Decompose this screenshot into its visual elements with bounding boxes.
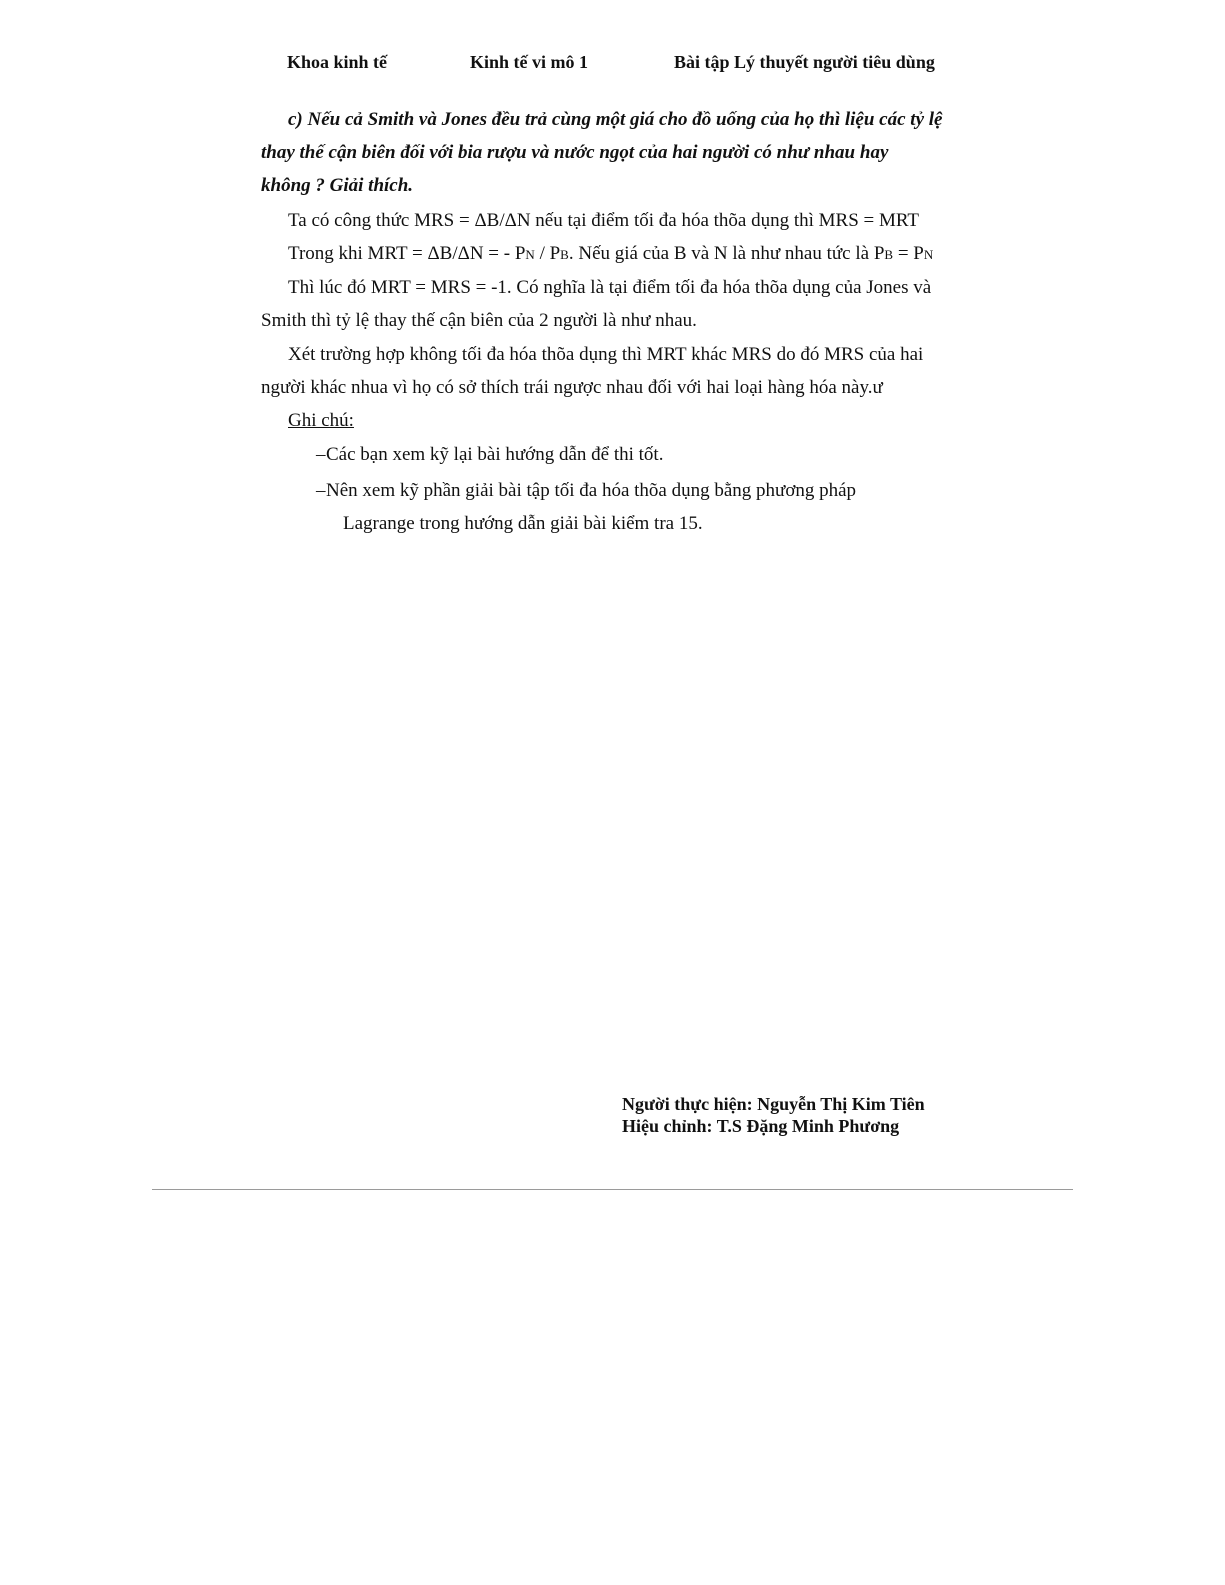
question-line-3: không ? Giải thích. xyxy=(261,175,414,196)
subscript-b: B xyxy=(560,247,569,262)
signature-author: Người thực hiện: Nguyễn Thị Kim Tiên xyxy=(622,1094,925,1114)
question-line-1: c) Nếu cả Smith và Jones đều trả cùng một giá cho đồ uống của họ thì liệu các tỷ lệ xyxy=(288,109,943,130)
signature-editor: Hiệu chỉnh: T.S Đặng Minh Phương xyxy=(622,1116,900,1136)
subscript-b: B xyxy=(884,247,894,262)
page-header xyxy=(0,52,1225,78)
answer-paragraph-4-line-1: Xét trường hợp không tối đa hóa thõa dụng thì MRT khác MRS do đó MRS của hai xyxy=(288,344,924,365)
answer-paragraph-3-line-1: Thì lúc đó MRT = MRS = -1. Có nghĩa là tại điểm tối đa hóa thõa dụng của Jones và xyxy=(288,277,932,298)
note-item-2 xyxy=(316,479,856,503)
subscript-n: N xyxy=(923,247,934,262)
note-item-2-text: Nên xem kỹ phần giải bài tập tối đa hóa thõa dụng bằng phương pháp xyxy=(326,480,857,501)
answer-paragraph-2 xyxy=(288,242,933,267)
answer-paragraph-1: Ta có công thức MRS = ΔB/ΔN nếu tại điểm tối đa hóa thõa dụng thì MRS = MRT xyxy=(288,210,920,231)
answer-p2-part-b: / P xyxy=(534,243,561,264)
note-title: Ghi chú: xyxy=(288,410,354,431)
answer-p2-part-a: Trong khi MRT = ΔB/ΔN = - P xyxy=(288,243,526,264)
note-item-1-text: Các bạn xem kỹ lại bài hướng dẫn để thi tốt. xyxy=(326,444,664,465)
subscript-n: N xyxy=(525,247,535,262)
note-item-2-continuation: Lagrange trong hướng dẫn giải bài kiểm tra 15. xyxy=(343,513,703,534)
bullet-dash: – xyxy=(316,480,326,501)
answer-paragraph-4-line-2: người khác nhua vì họ có sở thích trái ngược nhau đối với hai loại hàng hóa này.ư xyxy=(261,377,883,398)
answer-p2-part-c: . Nếu giá của B và N là như nhau tức là P xyxy=(568,243,885,264)
footer-divider xyxy=(152,1189,1073,1190)
header-topic: Bài tập Lý thuyết người tiêu dùng xyxy=(674,52,935,72)
note-item-1 xyxy=(316,443,663,467)
answer-p2-part-d: = P xyxy=(893,243,924,264)
bullet-dash: – xyxy=(316,444,326,465)
question-line-2: thay thế cận biên đối với bia rượu và nước ngọt của hai người có như nhau hay xyxy=(261,142,889,163)
header-course: Kinh tế vi mô 1 xyxy=(470,52,589,72)
header-department: Khoa kinh tế xyxy=(287,52,388,72)
answer-paragraph-3-line-2: Smith thì tỷ lệ thay thế cận biên của 2 người là như nhau. xyxy=(261,310,697,331)
